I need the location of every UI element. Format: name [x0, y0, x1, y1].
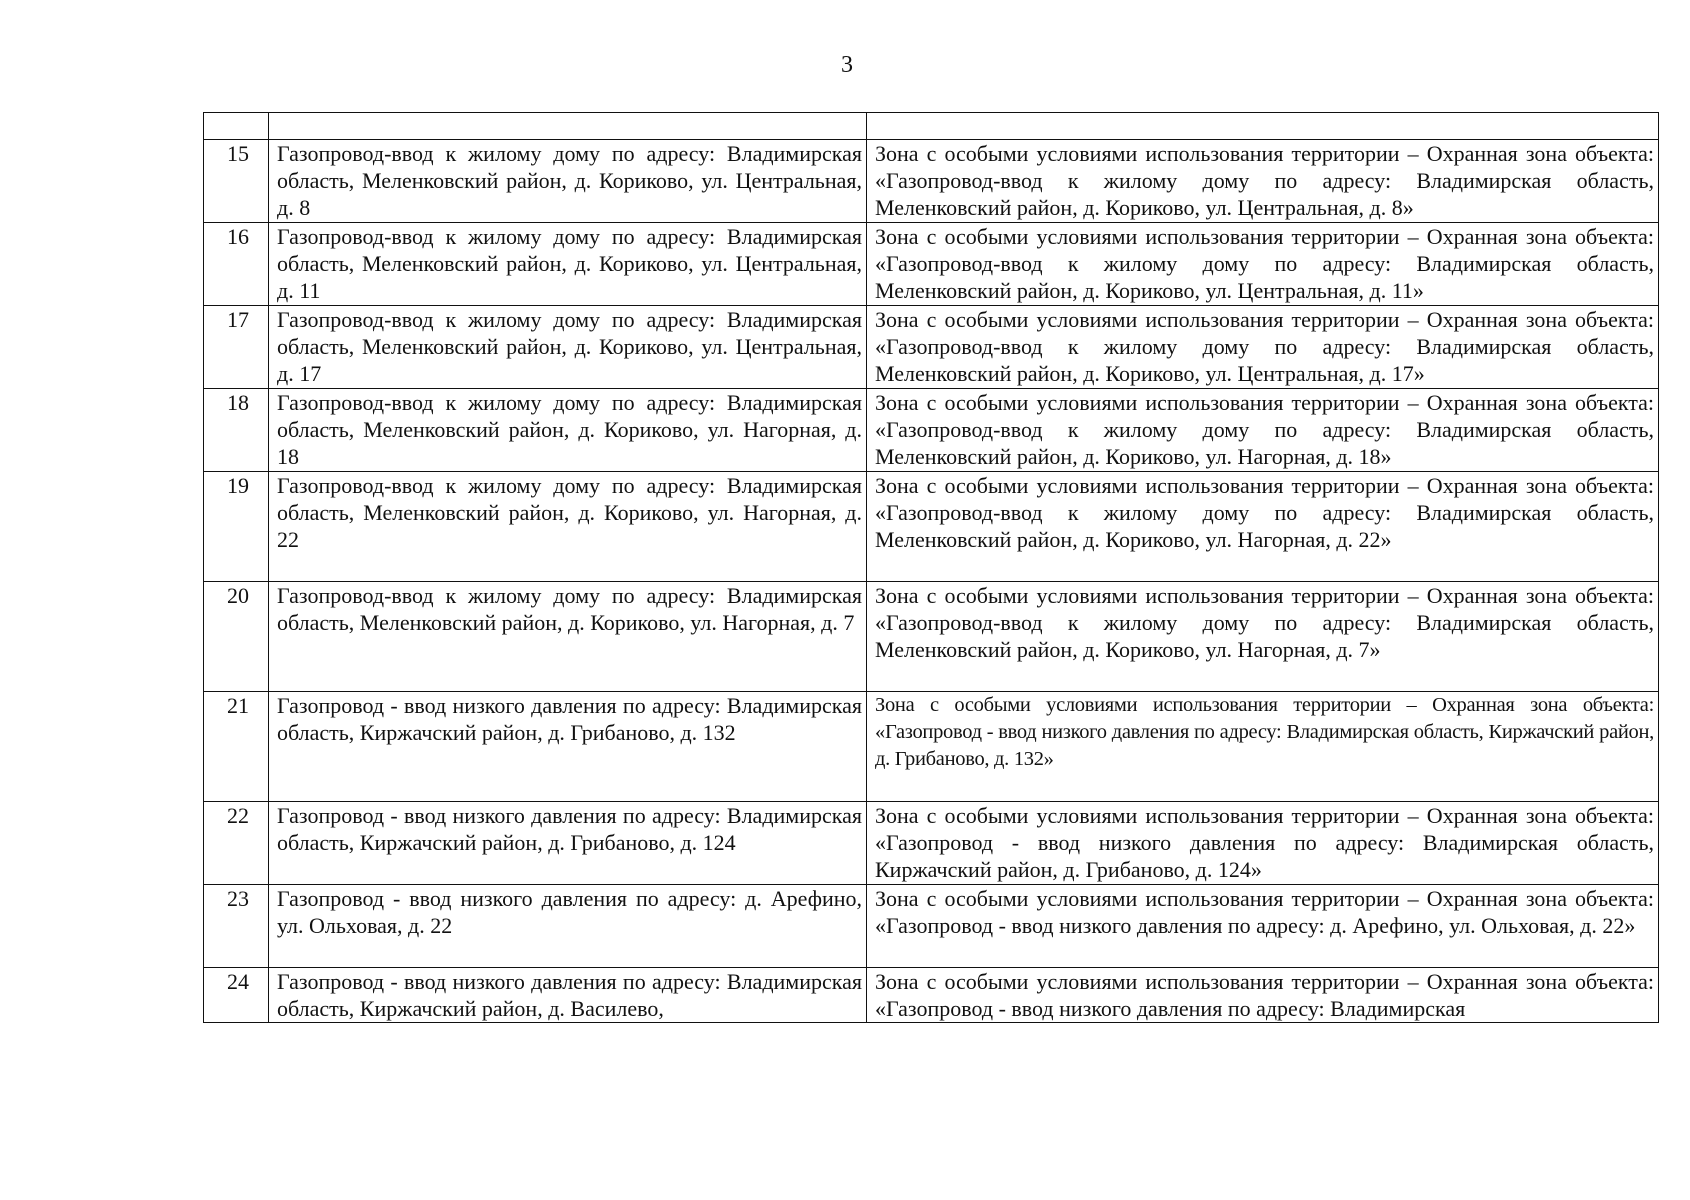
zone-description: Зона с особыми условиями использования территории – Охранная зона объекта: «Газопровод - ввод низкого давления по адресу: Владимирская	[867, 968, 1659, 1023]
row-number: 20	[204, 582, 269, 692]
table-row	[204, 306, 1659, 389]
zone-description: Зона с особыми условиями использования территории – Охранная зона объекта: «Газопровод - ввод низкого давления по адресу: д. Арефино, ул. Ольховая, д. 22»	[867, 885, 1659, 968]
table-row	[204, 692, 1659, 802]
zone-description: Зона с особыми условиями использования территории – Охранная зона объекта: «Газопровод-ввод к жилому дому по адресу: Владимирская область, Меленковский район, д. Кориково, ул. Нагорная, д. 18»	[867, 389, 1659, 472]
table-header-row	[204, 113, 1659, 140]
object-description: Газопровод-ввод к жилому дому по адресу: Владимирская область, Меленковский район, д. Кориково, ул. Центральная, д. 8	[269, 140, 867, 223]
object-description: Газопровод - ввод низкого давления по адресу: Владимирская область, Киржачский район, д. Грибаново, д. 132	[269, 692, 867, 802]
row-number: 23	[204, 885, 269, 968]
row-number: 18	[204, 389, 269, 472]
table-row	[204, 582, 1659, 692]
row-number: 17	[204, 306, 269, 389]
object-description: Газопровод-ввод к жилому дому по адресу: Владимирская область, Меленковский район, д. Кориково, ул. Нагорная, д. 18	[269, 389, 867, 472]
row-number: 21	[204, 692, 269, 802]
row-number: 22	[204, 802, 269, 885]
header-cell-number	[204, 113, 269, 140]
row-number: 15	[204, 140, 269, 223]
zone-description: Зона с особыми условиями использования территории – Охранная зона объекта: «Газопровод-ввод к жилому дому по адресу: Владимирская область, Меленковский район, д. Кориково, ул. Нагорная, д. 22»	[867, 472, 1659, 582]
table-row	[204, 389, 1659, 472]
zone-description: Зона с особыми условиями использования территории – Охранная зона объекта: «Газопровод-ввод к жилому дому по адресу: Владимирская область, Меленковский район, д. Кориково, ул. Нагорная, д. 7»	[867, 582, 1659, 692]
zone-description: Зона с особыми условиями использования территории – Охранная зона объекта: «Газопровод-ввод к жилому дому по адресу: Владимирская область, Меленковский район, д. Кориково, ул. Центральная, д. 8»	[867, 140, 1659, 223]
table-row	[204, 802, 1659, 885]
row-number: 16	[204, 223, 269, 306]
object-description: Газопровод - ввод низкого давления по адресу: Владимирская область, Киржачский район, д. Василево,	[269, 968, 867, 1023]
object-description: Газопровод-ввод к жилому дому по адресу: Владимирская область, Меленковский район, д. Кориково, ул. Центральная, д. 11	[269, 223, 867, 306]
object-description: Газопровод - ввод низкого давления по адресу: Владимирская область, Киржачский район, д. Грибаново, д. 124	[269, 802, 867, 885]
object-description: Газопровод - ввод низкого давления по адресу: д. Арефино, ул. Ольховая, д. 22	[269, 885, 867, 968]
table-row	[204, 885, 1659, 968]
zone-description: Зона с особыми условиями использования территории – Охранная зона объекта: «Газопровод - ввод низкого давления по адресу: Владимирская область, Киржачский район, д. Грибаново, д. 132»	[867, 692, 1659, 802]
object-description: Газопровод-ввод к жилому дому по адресу: Владимирская область, Меленковский район, д. Кориково, ул. Центральная, д. 17	[269, 306, 867, 389]
table-row	[204, 223, 1659, 306]
object-description: Газопровод-ввод к жилому дому по адресу: Владимирская область, Меленковский район, д. Кориково, ул. Нагорная, д. 22	[269, 472, 867, 582]
table-row	[204, 472, 1659, 582]
objects-table	[203, 112, 1659, 1023]
zone-description: Зона с особыми условиями использования территории – Охранная зона объекта: «Газопровод-ввод к жилому дому по адресу: Владимирская область, Меленковский район, д. Кориково, ул. Центральная, д. 11»	[867, 223, 1659, 306]
page-number: 3	[841, 52, 853, 78]
zone-description: Зона с особыми условиями использования территории – Охранная зона объекта: «Газопровод - ввод низкого давления по адресу: Владимирская область, Киржачский район, д. Грибаново, д. 124»	[867, 802, 1659, 885]
table-row	[204, 968, 1659, 1023]
table-row	[204, 140, 1659, 223]
row-number: 19	[204, 472, 269, 582]
row-number: 24	[204, 968, 269, 1023]
header-cell-zone	[867, 113, 1659, 140]
zone-description: Зона с особыми условиями использования территории – Охранная зона объекта: «Газопровод-ввод к жилому дому по адресу: Владимирская область, Меленковский район, д. Кориково, ул. Центральная, д. 17»	[867, 306, 1659, 389]
object-description: Газопровод-ввод к жилому дому по адресу: Владимирская область, Меленковский район, д. Кориково, ул. Нагорная, д. 7	[269, 582, 867, 692]
header-cell-object	[269, 113, 867, 140]
